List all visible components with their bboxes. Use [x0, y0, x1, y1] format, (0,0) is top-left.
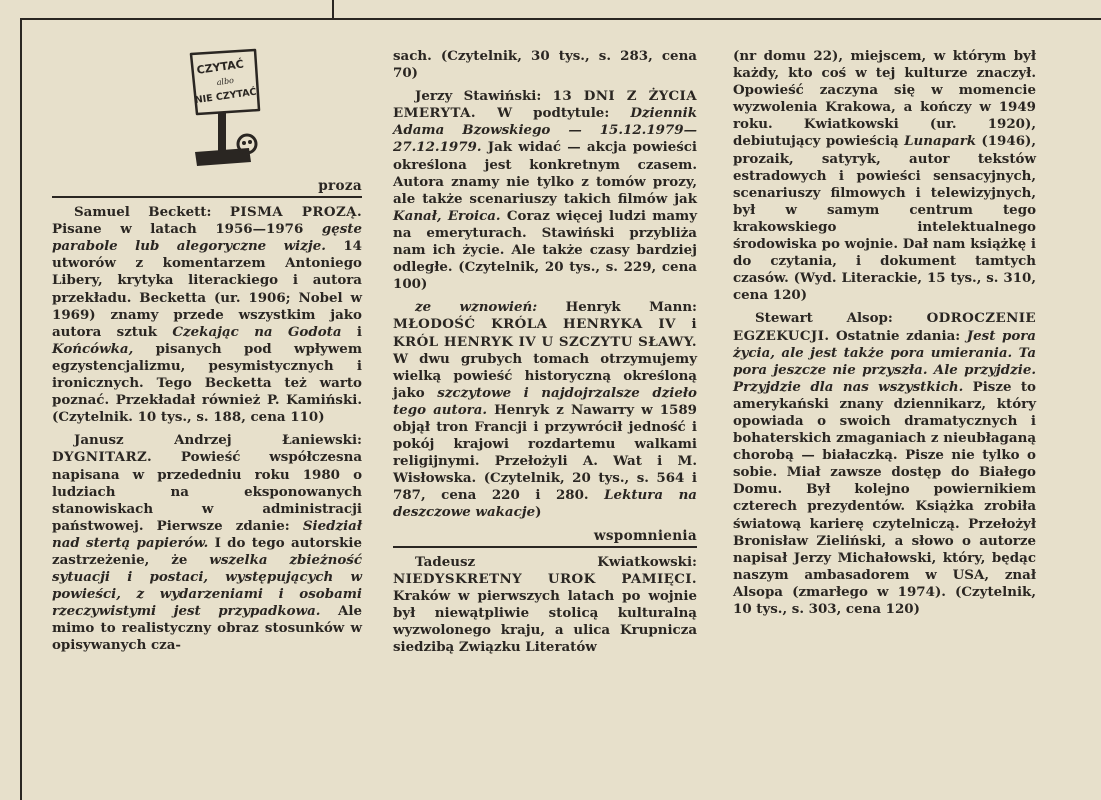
review-kwiatkowski [393, 554, 697, 657]
section-heading-proza: proza [52, 178, 362, 198]
review-italic: Końcówka, [52, 340, 134, 357]
review-text: Pisze to amerykański znany dziennikarz, który opowiada o swoich dramatycznych i bohaterskich zmaganiach z nieubłaganą chorobą — białaczką. Pisze nie tylko o sobie. Miał zawsze dostęp do Białego Domu. Był kolejno powiernikiem czterech prezydentów. Książka zrobiła światową karierę czytelniczą. Przełożył Bronisław Zieliński, a słowo o autorze napisał [733, 378, 1036, 566]
column-2 [393, 48, 697, 662]
logo-line1: CZYTAĆ [195, 57, 245, 77]
review-text: (nr domu 22), miejscem, w którym był każdy, kto coś w tej kulturze znaczył. Opowieść zaczyna się w momencie wyzwolenia Krakowa, a kończy w 1949 roku. Kwiatkowski (ur. 1920), debiutujący powieścią [733, 48, 1036, 150]
top-tick-rule [332, 0, 334, 20]
review-text: który, będąc naszym ambasadorem w USA, znał Alsopa (zmarłego w 1974). (Czytelnik, 10 tys., s. 303, cena 120) [733, 549, 1036, 617]
review-text: Powieść współczesna napisana w przededniu roku 1980 o ludziach na eksponowanych stanowiskach w administracji państwowej. Pierwsze zdanie: [52, 449, 362, 534]
book-title: NIEDYSKRETNY UROK PAMIĘCI. [393, 570, 697, 587]
column-3 [733, 48, 1036, 624]
review-kwiatkowski-continued [733, 48, 1036, 304]
review-text: (1946), prozaik, satyryk, autor tekstów estradowych i powieści sensacyjnych, scenariuszy filmowych i telewizyjnych, był w samym centrum tego krakowskiego intelektualnego środowiska po wojnie. Dał nam książkę i do czytania, i dokument tamtych czasów. (Wyd. Literackie, 15 tys., s. 310, cena 120) [733, 133, 1037, 304]
review-italic: Jest pora życia, ale jest także pora umierania. Ta pora jeszcze nie przyszła. Ale przyjdzie. Przyjdzie dla nas wszystkich. [733, 327, 1036, 395]
czytac-logo-icon [185, 44, 265, 172]
book-title: 13 DNI Z ŻYCIA EMERYTA. [393, 88, 697, 122]
review-italic: Lunapark [904, 133, 977, 150]
review-text: W podtytule: [476, 105, 631, 122]
review-italic: Kanał, Eroica. [393, 207, 501, 224]
review-laniewski-continued: sach. (Czytelnik, 30 tys., s. 283, cena 70) [393, 48, 697, 82]
section-heading-wspomnienia: wspomnienia [393, 528, 697, 548]
review-text: Ale mimo to realistyczny obraz stosunków w opisywanych cza- [52, 603, 362, 654]
review-text: Coraz więcej ludzi mamy na emeryturach. Stawiński przybliża nam ich życie. Ale także czasy bardziej odległe. (Czytelnik, 20 tys., s. 229, cena 100) [393, 207, 697, 293]
review-text: Jak widać — akcja powieści określona jest konkretnym czasem. Autora znamy nie tylko z tomów prozy, ale także scenariuszy takich filmów jak [393, 139, 697, 207]
author-name: Tadeusz Kwiatkowski: [415, 553, 697, 570]
review-text: I do tego autorskie zastrzeżenie, że [52, 534, 362, 568]
logo-line2: albo [216, 75, 235, 88]
review-text: Henryk z Nawarry w 1589 objął tron Francji i przywrócił jedność i pokój krajowi rozdartemu walkami religijnymi. Przełożyli A. Wat i M. Wisłowska. (Czytelnik, 20 tys., s. 564 i 787, cena 220 i 280. [393, 401, 697, 504]
author-name: Jerzy Stawiński: [415, 88, 542, 105]
book-title: ODROCZENIE EGZEKUCJI. [733, 310, 1036, 344]
review-beckett [52, 204, 362, 426]
column-1 [52, 178, 362, 661]
book-title: MŁODOŚĆ KRÓLA HENRYKA IV i KRÓL HENRYK IV U SZCZYTU SŁAWY. [393, 316, 697, 350]
review-text: Ostatnie zdania: [829, 327, 967, 344]
review-italic: Lektura na deszczowe wakacje [393, 487, 697, 521]
review-alsop [733, 310, 1036, 618]
book-title: DYGNITARZ. [52, 449, 153, 466]
review-italic: ze wznowień: [415, 299, 538, 316]
author-name: Jerzy Michałowski, [793, 549, 937, 566]
review-laniewski [52, 432, 362, 654]
review-text: ) [535, 504, 542, 521]
author-name: Henryk Mann: [537, 299, 697, 316]
review-text: pisanych pod wpływem egzystencjalizmu, pesymistycznych i ironicznych. Tego Becketta też warto poznać. Przekładał również P. Kamiński. (Czytelnik. 10 tys., s. 188, cena 110) [52, 340, 362, 426]
author-name: Antoniego Libery, [52, 255, 362, 289]
review-text: i [341, 323, 363, 340]
review-stawinski [393, 88, 697, 293]
author-name: Janusz Andrzej Łaniewski: [74, 432, 362, 449]
review-text: 14 utworów z komentarzem [52, 238, 362, 272]
review-text: W dwu grubych tomach otrzymujemy wielką powieść historyczną określoną jako [393, 350, 697, 401]
review-mann [393, 299, 697, 521]
review-italic: gęste parabole lub alegoryczne wizje. [52, 221, 362, 255]
top-rule [20, 18, 1101, 20]
review-italic: Czekając na Godota [172, 323, 342, 340]
author-name: Stewart Alsop: [755, 310, 893, 327]
review-italic: wszelka zbieżność sytuacji i postaci, występujących w powieści, z wydarzeniami i osobami rzeczywistymi jest przypadkowa. [52, 551, 362, 620]
review-italic: Siedział nad stertą papierów. [52, 517, 362, 551]
left-rule [20, 18, 22, 800]
author-name: Samuel Beckett: [74, 204, 212, 221]
logo-line3: NIE CZYTAĆ [194, 86, 258, 107]
review-text: krytyka literackiego i autora przekładu. Becketta (ur. 1906; Nobel w 1969) znamy przede wszystkim jako autora sztuk [52, 272, 362, 340]
review-text: Pisane w latach 1956—1976 [52, 221, 322, 238]
review-italic: szczytowe i najdojrzalsze dzieło tego autora. [393, 384, 697, 418]
review-text: Kraków w pierwszych latach po wojnie był niewątpliwie stolicą kulturalną wyzwolonego kraju, a ulica Krupnicza siedzibą Związku Literatów [393, 587, 697, 656]
book-title: PISMA PROZĄ. [229, 204, 363, 221]
review-italic: Dziennik Adama Bzowskiego — 15.12.1979—27.12.1979. [393, 105, 697, 156]
